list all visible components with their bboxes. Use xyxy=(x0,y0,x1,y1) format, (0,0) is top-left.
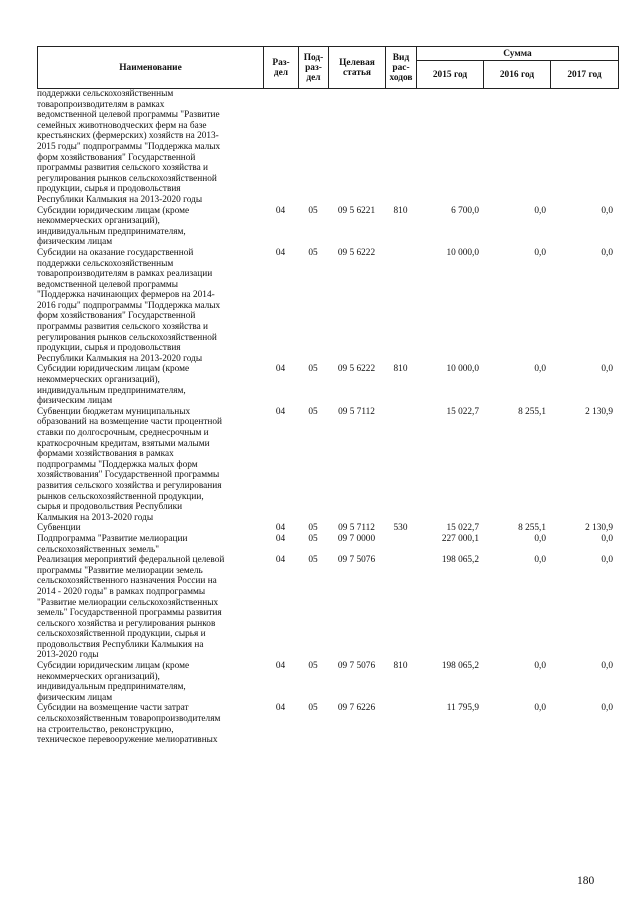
row-name-line: Подпрограмма "Развитие мелиорации xyxy=(37,533,188,544)
row-name-line: семейных животноводческих ферм на базе xyxy=(37,120,207,131)
header-podrazdel: Под- раз- дел xyxy=(299,47,329,89)
row-razdel: 04 xyxy=(275,247,286,258)
header-target: Целевая статья xyxy=(329,47,386,89)
row-name-line: сельского хозяйства и регулирования рынков xyxy=(37,618,216,629)
row-sum-2015: 10 000,0 xyxy=(446,364,479,375)
row-name-line: Субсидии на оказание государственной xyxy=(37,247,194,258)
header-year-2015: 2015 год xyxy=(417,61,484,89)
row-name-line: регулирования рынков сельскохозяйственной xyxy=(37,332,217,343)
row-sum-2016: 8 255,1 xyxy=(518,523,546,534)
row-name-line: сельскохозяйственной продукции, сырья и xyxy=(37,629,206,640)
row-sum-2017: 2 130,9 xyxy=(585,406,613,417)
row-name-line: сельскохозяйственного назначения России на xyxy=(37,576,217,587)
row-expense-type: 810 xyxy=(393,661,408,672)
row-name-line: рынков сельскохозяйственной продукции, xyxy=(37,491,204,502)
row-name-line: подпрограммы "Поддержка малых форм xyxy=(37,459,198,470)
row-name xyxy=(37,523,263,534)
row-expense-type: 810 xyxy=(393,205,408,216)
row-name-line: Республики Калмыкия на 2013-2020 годы xyxy=(37,353,203,364)
row-sum-2016: 0,0 xyxy=(534,555,546,566)
row-name-line: продукции, сырья и продовольствия xyxy=(37,184,181,195)
header-sum: Сумма xyxy=(417,47,619,61)
row-target-article: 09 7 5076 xyxy=(337,661,376,672)
row-sum-2015: 198 065,2 xyxy=(441,661,479,672)
row-target-article: 09 7 6226 xyxy=(337,703,376,714)
table-row xyxy=(37,407,618,524)
row-name-line: "Развитие мелиорации сельскохозяйственных xyxy=(37,597,219,608)
row-razdel: 04 xyxy=(275,533,286,544)
row-name-line: формами хозяйствования в рамках xyxy=(37,449,174,460)
row-sum-2016: 0,0 xyxy=(534,364,546,375)
row-name-line: Субсидии юридическим лицам (кроме xyxy=(37,661,190,672)
row-name xyxy=(37,206,263,248)
row-expense-type: 810 xyxy=(393,364,408,375)
row-name-line: физическим лицам xyxy=(37,396,113,407)
row-name-line: индивидуальным предпринимателям, xyxy=(37,682,186,693)
row-name xyxy=(37,555,263,661)
row-sum-2017: 0,0 xyxy=(601,703,613,714)
row-name-line: некоммерческих организаций), xyxy=(37,671,160,682)
row-name-line: 2014 - 2020 годы" в рамках подпрограммы xyxy=(37,586,206,597)
row-name xyxy=(37,248,263,365)
row-name-line: сельскохозяйственных земель" xyxy=(37,544,160,555)
row-sum-2016: 0,0 xyxy=(534,205,546,216)
row-sum-2016: 0,0 xyxy=(534,247,546,258)
row-name-line: программы "Развитие мелиорации земель xyxy=(37,565,203,576)
row-sum-2015: 227 000,1 xyxy=(441,533,479,544)
row-name xyxy=(37,407,263,524)
row-name-line: Калмыкия на 2013-2020 годы xyxy=(37,512,154,523)
row-name-line: поддержки сельскохозяйственным xyxy=(37,258,174,269)
header-year-2017: 2017 год xyxy=(551,61,619,89)
row-podrazdel: 05 xyxy=(308,247,318,258)
table-row xyxy=(37,534,618,555)
row-sum-2016: 0,0 xyxy=(534,533,546,544)
table-row xyxy=(37,206,618,248)
row-name-line: ведомственной целевой программы xyxy=(37,279,178,290)
row-podrazdel: 05 xyxy=(308,364,318,375)
row-sum-2016: 0,0 xyxy=(534,703,546,714)
row-name-line: сельскохозяйственным товаропроизводителям xyxy=(37,714,221,725)
row-sum-2016: 0,0 xyxy=(534,661,546,672)
row-name-line: Субсидии юридическим лицам (кроме xyxy=(37,205,190,216)
row-name-line: сырья и продовольствия Республики xyxy=(37,502,183,513)
header-vid: Вид рас- ходов xyxy=(386,47,417,89)
row-target-article: 09 5 6222 xyxy=(337,247,376,258)
row-name-line: ставки по долгосрочным, среднесрочным и xyxy=(37,428,209,438)
row-sum-2017: 0,0 xyxy=(601,364,613,375)
row-name-line: Реализация мероприятий федеральной целевой xyxy=(37,555,225,566)
row-name-line: 2016 годы" подпрограммы "Поддержка малых xyxy=(37,300,221,311)
row-name-line: хозяйствования" Государственной программы xyxy=(37,470,220,481)
row-podrazdel: 05 xyxy=(308,523,318,534)
row-name-line: индивидуальным предпринимателям, xyxy=(37,385,186,396)
row-name-line: крестьянских (фермерских) хозяйств на 2013- xyxy=(37,131,219,142)
row-name-line: 2013-2020 годы xyxy=(37,650,99,661)
table-body xyxy=(37,89,618,746)
row-name xyxy=(37,661,263,703)
row-name-line: некоммерческих организаций), xyxy=(37,375,160,386)
row-razdel: 04 xyxy=(275,364,286,375)
row-name-line: Субвенции бюджетам муниципальных xyxy=(37,406,191,417)
table-row xyxy=(37,523,618,534)
header-year-2016: 2016 год xyxy=(484,61,551,89)
row-podrazdel: 05 xyxy=(308,703,318,714)
row-name-line: Субвенции xyxy=(37,523,81,534)
row-name-line: поддержки сельскохозяйственным xyxy=(37,89,174,99)
table-row xyxy=(37,661,618,703)
row-name-line: товаропроизводителям в рамках реализации xyxy=(37,269,213,280)
row-target-article: 09 5 6221 xyxy=(337,205,376,216)
row-target-article: 09 5 7112 xyxy=(338,523,375,534)
table-row xyxy=(37,89,618,206)
row-name xyxy=(37,534,263,555)
row-razdel: 04 xyxy=(275,406,286,417)
row-name-line: развития сельского хозяйства и регулирования xyxy=(37,480,222,491)
row-name-line: продовольствия Республики Калмыкия на xyxy=(37,639,204,650)
row-name-line: земель" Государственной программы развития xyxy=(37,608,222,619)
row-sum-2015: 10 000,0 xyxy=(446,247,479,258)
row-target-article: 09 7 0000 xyxy=(337,533,376,544)
row-name-line: краткосрочным кредитам, взятыми малыми xyxy=(37,438,210,449)
row-name-line: на строительство, реконструкцию, xyxy=(37,724,174,735)
row-target-article: 09 7 5076 xyxy=(337,555,376,566)
row-sum-2015: 6 700,0 xyxy=(451,205,479,216)
row-name-line: программы развития сельского хозяйства и xyxy=(37,322,209,333)
row-sum-2016: 8 255,1 xyxy=(518,406,546,417)
row-name xyxy=(37,703,263,745)
row-name-line: индивидуальным предпринимателям, xyxy=(37,226,186,237)
row-name-line: техническое перевооружение мелиоративных xyxy=(37,735,218,746)
row-name-line: форм хозяйствования" Государственной xyxy=(37,311,196,322)
row-sum-2017: 0,0 xyxy=(601,533,613,544)
row-name-line: программы развития сельского хозяйства и xyxy=(37,163,209,174)
row-name-line: Республики Калмыкия на 2013-2020 годы xyxy=(37,194,203,205)
row-podrazdel: 05 xyxy=(308,406,318,417)
row-name-line: ведомственной целевой программы "Развитие xyxy=(37,110,220,121)
row-podrazdel: 05 xyxy=(308,533,318,544)
table-row xyxy=(37,364,618,406)
row-name-line: товаропроизводителям в рамках xyxy=(37,99,165,110)
row-name-line: форм хозяйствования" Государственной xyxy=(37,152,196,163)
row-sum-2015: 11 795,9 xyxy=(446,703,479,714)
row-target-article: 09 5 7112 xyxy=(338,406,375,417)
table-row xyxy=(37,555,618,661)
header-razdel: Раз- дел xyxy=(264,47,299,89)
row-podrazdel: 05 xyxy=(308,661,318,672)
row-name-line: образований на возмещение части процентной xyxy=(37,417,223,428)
row-target-article: 09 5 6222 xyxy=(337,364,376,375)
row-name xyxy=(37,364,263,406)
row-sum-2017: 2 130,9 xyxy=(585,523,613,534)
row-name-line: регулирования рынков сельскохозяйственной xyxy=(37,173,217,184)
row-podrazdel: 05 xyxy=(308,205,318,216)
page-number: 180 xyxy=(577,875,595,887)
row-sum-2017: 0,0 xyxy=(601,205,613,216)
row-name xyxy=(37,89,263,206)
row-razdel: 04 xyxy=(275,205,286,216)
row-sum-2017: 0,0 xyxy=(601,247,613,258)
row-sum-2015: 198 065,2 xyxy=(441,555,479,566)
row-podrazdel: 05 xyxy=(308,555,318,566)
row-name-line: 2015 годы" подпрограммы "Поддержка малых xyxy=(37,141,221,152)
row-sum-2015: 15 022,7 xyxy=(446,406,479,417)
row-name-line: Субсидии на возмещение части затрат xyxy=(37,703,189,714)
table-header xyxy=(37,46,619,89)
row-razdel: 04 xyxy=(275,661,286,672)
row-razdel: 04 xyxy=(275,523,286,534)
row-name-line: некоммерческих организаций), xyxy=(37,216,160,227)
header-name: Наименование xyxy=(38,47,264,89)
row-sum-2017: 0,0 xyxy=(601,661,613,672)
row-name-line: физическим лицам xyxy=(37,237,113,248)
table-row xyxy=(37,703,618,745)
row-expense-type: 530 xyxy=(393,523,408,534)
row-name-line: продукции, сырья и продовольствия xyxy=(37,343,181,354)
row-name-line: "Поддержка начинающих фермеров на 2014- xyxy=(37,290,215,301)
row-name-line: физическим лицам xyxy=(37,692,113,703)
row-razdel: 04 xyxy=(275,555,286,566)
row-sum-2017: 0,0 xyxy=(601,555,613,566)
row-razdel: 04 xyxy=(275,703,286,714)
table-row xyxy=(37,248,618,365)
row-sum-2015: 15 022,7 xyxy=(446,523,479,534)
row-name-line: Субсидии юридическим лицам (кроме xyxy=(37,364,190,375)
